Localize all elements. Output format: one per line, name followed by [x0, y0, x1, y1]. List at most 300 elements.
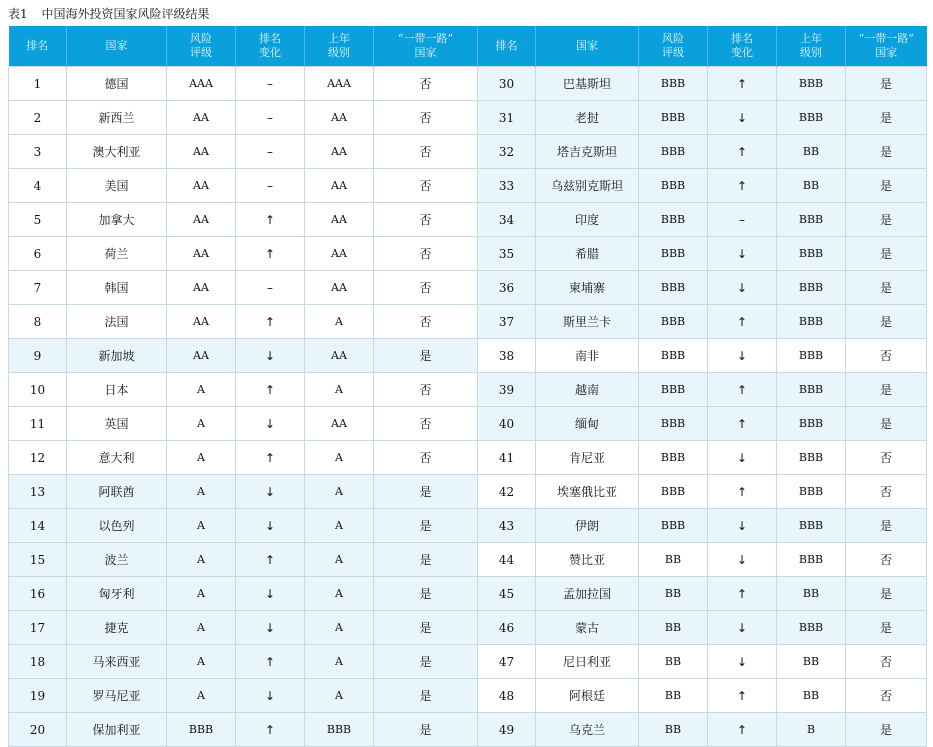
header-prev: 上年 级别	[305, 26, 374, 67]
change-cell	[236, 237, 305, 271]
bri-cell: 否	[846, 679, 927, 713]
rating-cell: BBB	[639, 441, 708, 475]
bri-cell: 是	[846, 611, 927, 645]
prev-rating-cell: BB	[777, 679, 846, 713]
change-cell	[708, 203, 777, 237]
header-rating: 风险 评级	[167, 26, 236, 67]
arrow-down-icon: ↓	[264, 348, 276, 363]
rank-cell: 14	[9, 509, 67, 543]
change-cell	[236, 645, 305, 679]
country-cell: 荷兰	[67, 237, 167, 271]
table-row	[9, 441, 927, 475]
prev-rating-cell: BBB	[777, 543, 846, 577]
bri-cell: 是	[374, 339, 478, 373]
country-cell: 赞比亚	[536, 543, 639, 577]
prev-rating-cell: BBB	[777, 305, 846, 339]
prev-rating-cell: BBB	[777, 339, 846, 373]
country-cell: 巴基斯坦	[536, 67, 639, 101]
bri-cell: 是	[846, 67, 927, 101]
bri-cell: 是	[846, 407, 927, 441]
rank-cell: 32	[478, 135, 536, 169]
country-cell: 日本	[67, 373, 167, 407]
change-cell	[708, 373, 777, 407]
rank-cell: 31	[478, 101, 536, 135]
arrow-down-icon: ↓	[264, 484, 276, 499]
table-body	[9, 67, 927, 747]
table-row	[9, 373, 927, 407]
prev-rating-cell: BB	[777, 577, 846, 611]
arrow-up-icon: ↑	[264, 212, 276, 227]
rating-cell: BBB	[639, 407, 708, 441]
rating-cell: AA	[167, 203, 236, 237]
dash-icon: –	[267, 144, 273, 159]
change-cell	[236, 67, 305, 101]
prev-rating-cell: A	[305, 577, 374, 611]
rating-cell: AA	[167, 101, 236, 135]
change-cell	[708, 475, 777, 509]
rating-cell: BBB	[167, 713, 236, 747]
rank-cell: 12	[9, 441, 67, 475]
table-number: 表1	[8, 7, 28, 21]
prev-rating-cell: AA	[305, 407, 374, 441]
prev-rating-cell: BBB	[777, 407, 846, 441]
dash-icon: –	[267, 110, 273, 125]
rank-cell: 49	[478, 713, 536, 747]
country-cell: 美国	[67, 169, 167, 203]
country-cell: 保加利亚	[67, 713, 167, 747]
rank-cell: 5	[9, 203, 67, 237]
rating-cell: BBB	[639, 67, 708, 101]
country-cell: 印度	[536, 203, 639, 237]
table-row	[9, 543, 927, 577]
change-cell	[236, 339, 305, 373]
rating-cell: BBB	[639, 509, 708, 543]
rating-cell: A	[167, 679, 236, 713]
header-prev: 上年 级别	[777, 26, 846, 67]
bri-cell: 是	[374, 611, 478, 645]
rating-cell: AA	[167, 169, 236, 203]
table-row	[9, 407, 927, 441]
country-cell: 斯里兰卡	[536, 305, 639, 339]
country-cell: 柬埔寨	[536, 271, 639, 305]
rating-cell: A	[167, 611, 236, 645]
bri-cell: 是	[846, 237, 927, 271]
country-cell: 南非	[536, 339, 639, 373]
rank-cell: 36	[478, 271, 536, 305]
prev-rating-cell: A	[305, 645, 374, 679]
rank-cell: 3	[9, 135, 67, 169]
change-cell	[236, 611, 305, 645]
prev-rating-cell: BBB	[777, 475, 846, 509]
prev-rating-cell: AA	[305, 101, 374, 135]
rank-cell: 1	[9, 67, 67, 101]
dash-icon: –	[267, 178, 273, 193]
country-cell: 英国	[67, 407, 167, 441]
risk-rating-table	[8, 26, 927, 747]
change-cell	[236, 203, 305, 237]
change-cell	[236, 271, 305, 305]
arrow-up-icon: ↑	[736, 144, 748, 159]
country-cell: 波兰	[67, 543, 167, 577]
rank-cell: 8	[9, 305, 67, 339]
country-cell: 缅甸	[536, 407, 639, 441]
rank-cell: 19	[9, 679, 67, 713]
bri-cell: 否	[374, 67, 478, 101]
bri-cell: 是	[846, 101, 927, 135]
rating-cell: BBB	[639, 271, 708, 305]
rating-cell: AA	[167, 135, 236, 169]
country-cell: 马来西亚	[67, 645, 167, 679]
header-country: 国家	[67, 26, 167, 67]
country-cell: 老挝	[536, 101, 639, 135]
rating-cell: BBB	[639, 305, 708, 339]
prev-rating-cell: A	[305, 305, 374, 339]
bri-cell: 是	[846, 713, 927, 747]
prev-rating-cell: BBB	[777, 203, 846, 237]
bri-cell: 否	[374, 407, 478, 441]
arrow-up-icon: ↑	[736, 314, 748, 329]
bri-cell: 否	[374, 373, 478, 407]
change-cell	[236, 373, 305, 407]
country-cell: 澳大利亚	[67, 135, 167, 169]
table-row	[9, 203, 927, 237]
table-row	[9, 101, 927, 135]
prev-rating-cell: A	[305, 679, 374, 713]
rank-cell: 35	[478, 237, 536, 271]
table-row	[9, 509, 927, 543]
prev-rating-cell: BBB	[777, 441, 846, 475]
header-change: 排名 变化	[708, 26, 777, 67]
rank-cell: 41	[478, 441, 536, 475]
country-cell: 希腊	[536, 237, 639, 271]
bri-cell: 是	[846, 577, 927, 611]
prev-rating-cell: BB	[777, 135, 846, 169]
dash-icon: –	[739, 212, 745, 227]
change-cell	[708, 339, 777, 373]
change-cell	[708, 713, 777, 747]
country-cell: 乌兹别克斯坦	[536, 169, 639, 203]
change-cell	[708, 407, 777, 441]
arrow-down-icon: ↓	[736, 552, 748, 567]
table-row	[9, 237, 927, 271]
arrow-down-icon: ↓	[264, 620, 276, 635]
rating-cell: AAA	[167, 67, 236, 101]
rank-cell: 17	[9, 611, 67, 645]
country-cell: 匈牙利	[67, 577, 167, 611]
country-cell: 法国	[67, 305, 167, 339]
arrow-up-icon: ↑	[736, 722, 748, 737]
rank-cell: 45	[478, 577, 536, 611]
arrow-up-icon: ↑	[736, 416, 748, 431]
rating-cell: BBB	[639, 475, 708, 509]
table-title: 中国海外投资国家风险评级结果	[41, 7, 210, 21]
prev-rating-cell: BB	[777, 169, 846, 203]
bri-cell: 是	[374, 509, 478, 543]
bri-cell: 是	[846, 305, 927, 339]
rank-cell: 7	[9, 271, 67, 305]
rating-cell: AA	[167, 237, 236, 271]
bri-cell: 是	[846, 203, 927, 237]
prev-rating-cell: BBB	[305, 713, 374, 747]
country-cell: 德国	[67, 67, 167, 101]
rating-cell: A	[167, 407, 236, 441]
bri-cell: 是	[374, 543, 478, 577]
table-row	[9, 475, 927, 509]
rank-cell: 15	[9, 543, 67, 577]
table-row	[9, 713, 927, 747]
bri-cell: 是	[846, 271, 927, 305]
bri-cell: 否	[846, 475, 927, 509]
country-cell: 肯尼亚	[536, 441, 639, 475]
arrow-up-icon: ↑	[264, 382, 276, 397]
header-rank: 排名	[9, 26, 67, 67]
header-change: 排名 变化	[236, 26, 305, 67]
change-cell	[236, 509, 305, 543]
rating-cell: BB	[639, 679, 708, 713]
change-cell	[236, 543, 305, 577]
change-cell	[708, 679, 777, 713]
prev-rating-cell: A	[305, 543, 374, 577]
rating-cell: BB	[639, 611, 708, 645]
rating-cell: BBB	[639, 101, 708, 135]
prev-rating-cell: AAA	[305, 67, 374, 101]
bri-cell: 是	[374, 713, 478, 747]
prev-rating-cell: AA	[305, 271, 374, 305]
bri-cell: 是	[846, 373, 927, 407]
rank-cell: 47	[478, 645, 536, 679]
country-cell: 阿联酋	[67, 475, 167, 509]
bri-cell: 否	[374, 203, 478, 237]
arrow-down-icon: ↓	[736, 518, 748, 533]
change-cell	[708, 67, 777, 101]
rank-cell: 2	[9, 101, 67, 135]
rank-cell: 39	[478, 373, 536, 407]
bri-cell: 是	[846, 509, 927, 543]
bri-cell: 否	[846, 645, 927, 679]
arrow-up-icon: ↑	[264, 722, 276, 737]
arrow-up-icon: ↑	[736, 76, 748, 91]
arrow-up-icon: ↑	[736, 586, 748, 601]
table-row	[9, 611, 927, 645]
prev-rating-cell: AA	[305, 237, 374, 271]
arrow-down-icon: ↓	[264, 688, 276, 703]
dash-icon: –	[267, 280, 273, 295]
rating-cell: AA	[167, 271, 236, 305]
dash-icon: –	[267, 76, 273, 91]
country-cell: 阿根廷	[536, 679, 639, 713]
country-cell: 新西兰	[67, 101, 167, 135]
change-cell	[236, 135, 305, 169]
rank-cell: 20	[9, 713, 67, 747]
change-cell	[236, 407, 305, 441]
rank-cell: 44	[478, 543, 536, 577]
arrow-down-icon: ↓	[736, 110, 748, 125]
prev-rating-cell: AA	[305, 339, 374, 373]
rating-cell: BBB	[639, 169, 708, 203]
rating-cell: BB	[639, 645, 708, 679]
rank-cell: 6	[9, 237, 67, 271]
header-rating: 风险 评级	[639, 26, 708, 67]
change-cell	[236, 475, 305, 509]
prev-rating-cell: AA	[305, 135, 374, 169]
prev-rating-cell: BBB	[777, 67, 846, 101]
change-cell	[708, 169, 777, 203]
rating-cell: A	[167, 373, 236, 407]
table-row	[9, 679, 927, 713]
rank-cell: 46	[478, 611, 536, 645]
prev-rating-cell: A	[305, 441, 374, 475]
change-cell	[708, 577, 777, 611]
arrow-down-icon: ↓	[736, 450, 748, 465]
bri-cell: 否	[846, 441, 927, 475]
rating-cell: A	[167, 543, 236, 577]
table-row	[9, 271, 927, 305]
rank-cell: 4	[9, 169, 67, 203]
country-cell: 埃塞俄比亚	[536, 475, 639, 509]
table-header-row	[9, 26, 927, 67]
prev-rating-cell: AA	[305, 169, 374, 203]
arrow-up-icon: ↑	[736, 484, 748, 499]
change-cell	[708, 271, 777, 305]
arrow-up-icon: ↑	[736, 382, 748, 397]
change-cell	[236, 101, 305, 135]
table-caption	[8, 6, 209, 22]
rank-cell: 42	[478, 475, 536, 509]
country-cell: 越南	[536, 373, 639, 407]
rating-cell: AA	[167, 305, 236, 339]
rating-cell: BB	[639, 543, 708, 577]
prev-rating-cell: BBB	[777, 271, 846, 305]
prev-rating-cell: AA	[305, 203, 374, 237]
change-cell	[708, 611, 777, 645]
rating-cell: BBB	[639, 237, 708, 271]
change-cell	[236, 441, 305, 475]
arrow-down-icon: ↓	[264, 416, 276, 431]
rating-cell: A	[167, 475, 236, 509]
prev-rating-cell: A	[305, 475, 374, 509]
table-row	[9, 305, 927, 339]
prev-rating-cell: A	[305, 509, 374, 543]
country-cell: 韩国	[67, 271, 167, 305]
rating-cell: BB	[639, 577, 708, 611]
bri-cell: 是	[374, 679, 478, 713]
country-cell: 乌克兰	[536, 713, 639, 747]
bri-cell: 否	[374, 305, 478, 339]
bri-cell: 是	[374, 577, 478, 611]
prev-rating-cell: BBB	[777, 237, 846, 271]
header-country: 国家	[536, 26, 639, 67]
bri-cell: 否	[374, 169, 478, 203]
rating-cell: BB	[639, 713, 708, 747]
bri-cell: 是	[374, 475, 478, 509]
bri-cell: 否	[374, 441, 478, 475]
bri-cell: 是	[374, 645, 478, 679]
rank-cell: 10	[9, 373, 67, 407]
table-row	[9, 645, 927, 679]
bri-cell: 否	[374, 135, 478, 169]
table-row	[9, 577, 927, 611]
prev-rating-cell: BBB	[777, 373, 846, 407]
rank-cell: 11	[9, 407, 67, 441]
rating-cell: A	[167, 645, 236, 679]
arrow-up-icon: ↑	[264, 450, 276, 465]
rank-cell: 16	[9, 577, 67, 611]
table-row	[9, 169, 927, 203]
country-cell: 塔吉克斯坦	[536, 135, 639, 169]
arrow-down-icon: ↓	[736, 620, 748, 635]
prev-rating-cell: BBB	[777, 101, 846, 135]
change-cell	[236, 169, 305, 203]
header-bri: “一带一路” 国家	[374, 26, 478, 67]
change-cell	[708, 645, 777, 679]
arrow-down-icon: ↓	[264, 518, 276, 533]
country-cell: 以色列	[67, 509, 167, 543]
arrow-up-icon: ↑	[264, 654, 276, 669]
rank-cell: 33	[478, 169, 536, 203]
change-cell	[708, 237, 777, 271]
arrow-down-icon: ↓	[264, 586, 276, 601]
prev-rating-cell: BB	[777, 645, 846, 679]
arrow-up-icon: ↑	[264, 314, 276, 329]
rating-cell: A	[167, 441, 236, 475]
table-row	[9, 135, 927, 169]
change-cell	[708, 135, 777, 169]
bri-cell: 否	[374, 101, 478, 135]
bri-cell: 是	[846, 169, 927, 203]
header-rank: 排名	[478, 26, 536, 67]
country-cell: 罗马尼亚	[67, 679, 167, 713]
country-cell: 加拿大	[67, 203, 167, 237]
prev-rating-cell: A	[305, 373, 374, 407]
table-row	[9, 339, 927, 373]
rank-cell: 9	[9, 339, 67, 373]
header-bri: “一带一路” 国家	[846, 26, 927, 67]
prev-rating-cell: BBB	[777, 509, 846, 543]
change-cell	[708, 509, 777, 543]
rating-cell: BBB	[639, 135, 708, 169]
prev-rating-cell: BBB	[777, 611, 846, 645]
country-cell: 尼日利亚	[536, 645, 639, 679]
change-cell	[236, 679, 305, 713]
rating-cell: A	[167, 509, 236, 543]
country-cell: 蒙古	[536, 611, 639, 645]
change-cell	[708, 305, 777, 339]
prev-rating-cell: B	[777, 713, 846, 747]
change-cell	[708, 543, 777, 577]
table-row	[9, 67, 927, 101]
arrow-down-icon: ↓	[736, 654, 748, 669]
bri-cell: 否	[846, 339, 927, 373]
country-cell: 孟加拉国	[536, 577, 639, 611]
rating-cell: BBB	[639, 203, 708, 237]
rank-cell: 13	[9, 475, 67, 509]
arrow-up-icon: ↑	[736, 688, 748, 703]
arrow-down-icon: ↓	[736, 348, 748, 363]
bri-cell: 否	[846, 543, 927, 577]
country-cell: 伊朗	[536, 509, 639, 543]
bri-cell: 否	[374, 237, 478, 271]
rank-cell: 34	[478, 203, 536, 237]
arrow-down-icon: ↓	[736, 246, 748, 261]
rank-cell: 37	[478, 305, 536, 339]
change-cell	[708, 441, 777, 475]
rank-cell: 40	[478, 407, 536, 441]
prev-rating-cell: A	[305, 611, 374, 645]
change-cell	[708, 101, 777, 135]
rating-cell: A	[167, 577, 236, 611]
bri-cell: 是	[846, 135, 927, 169]
rank-cell: 48	[478, 679, 536, 713]
